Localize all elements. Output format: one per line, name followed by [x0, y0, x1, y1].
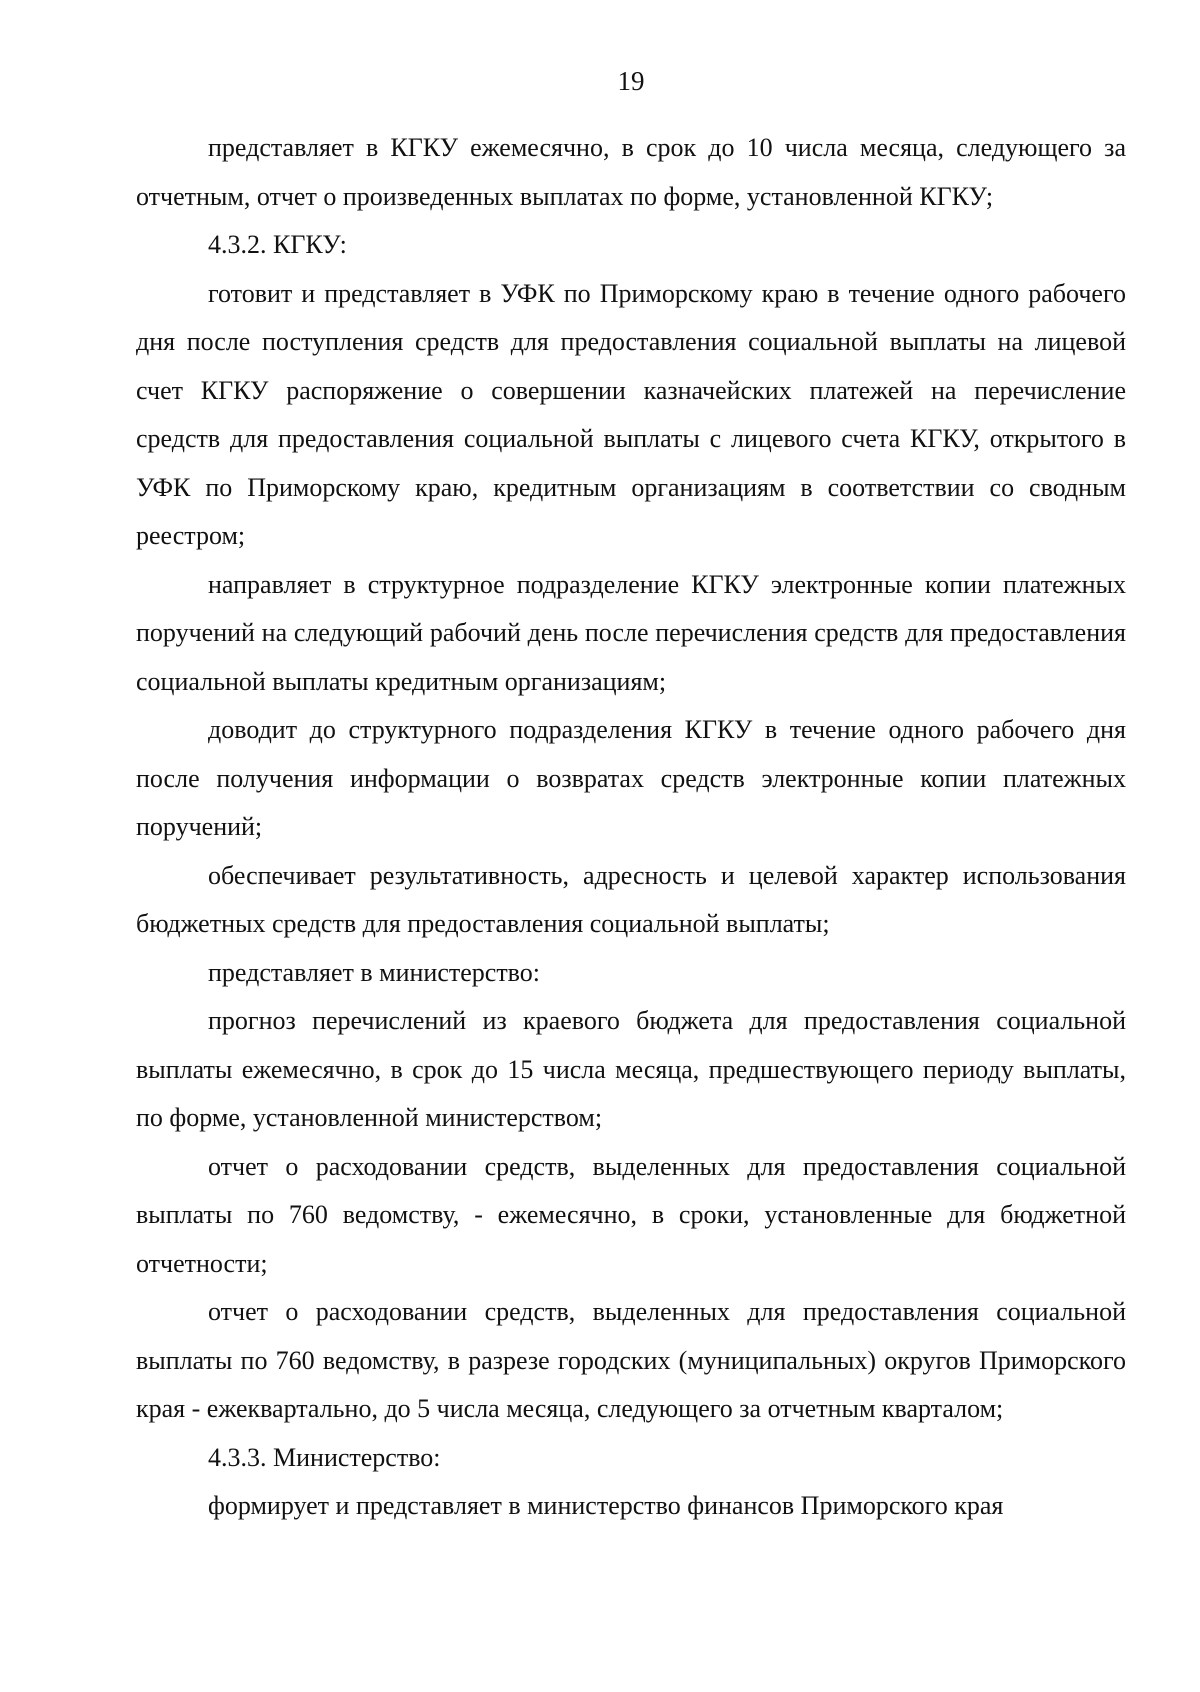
- paragraph-sends-copies: направляет в структурное подразделение КГКУ электронные копии платежных поручений на следующий рабочий день после перечисления средств для предоставления социальной выплаты кредитным организациям;: [136, 569, 1126, 696]
- paragraph-prepares-order: готовит и представляет в УФК по Приморскому краю в течение одного рабочего дня после поступления средств для предоставления социальной выплаты на лицевой счет КГКУ распоряжение о совершении казначейских платежей на перечисление средств для предоставления социальной выплаты с лицевого счета КГКУ, открытого в УФК по Приморскому краю, кредитным организациям в соответствии со сводным реестром;: [136, 278, 1126, 550]
- section-heading-4-3-3: 4.3.3. Министерство:: [208, 1442, 441, 1472]
- paragraph-forecast: прогноз перечислений из краевого бюджета для предоставления социальной выплаты ежемесячно, в срок до 15 числа месяца, предшествующего периоду выплаты, по форме, установленной министерством;: [136, 1006, 1126, 1132]
- paragraph-forms-and-submits: формирует и представляет в министерство финансов Приморского края: [208, 1491, 1004, 1520]
- paragraph-ensures-efficiency: обеспечивает результативность, адресность и целевой характер использования бюджетных средств для предоставления социальной выплаты;: [136, 860, 1126, 938]
- document-body: [136, 124, 1126, 1531]
- section-heading-4-3-2: 4.3.2. КГКУ:: [208, 230, 347, 259]
- paragraph-submits-to-ministry: представляет в министерство:: [208, 957, 541, 987]
- paragraph-report-monthly: представляет в КГКУ ежемесячно, в срок до 10 числа месяца, следующего за отчетным, отчет о произведенных выплатах по форме, установленной КГКУ;: [136, 133, 1126, 211]
- paragraph-monthly-report: отчет о расходовании средств, выделенных для предоставления социальной выплаты по 760 ведомству, - ежемесячно, в сроки, установленные для бюджетной отчетности;: [136, 1151, 1126, 1278]
- paragraph-quarterly-report: отчет о расходовании средств, выделенных для предоставления социальной выплаты по 760 ведомству, в разрезе городских (муниципальных) округов Приморского края - ежеквартально, до 5 числа месяца, следующего за отчетным кварталом;: [136, 1297, 1126, 1423]
- paragraph-communicates-returns: доводит до структурного подразделения КГКУ в течение одного рабочего дня после получения информации о возвратах средств электронные копии платежных поручений;: [136, 715, 1126, 841]
- page-number: 19: [617, 66, 645, 96]
